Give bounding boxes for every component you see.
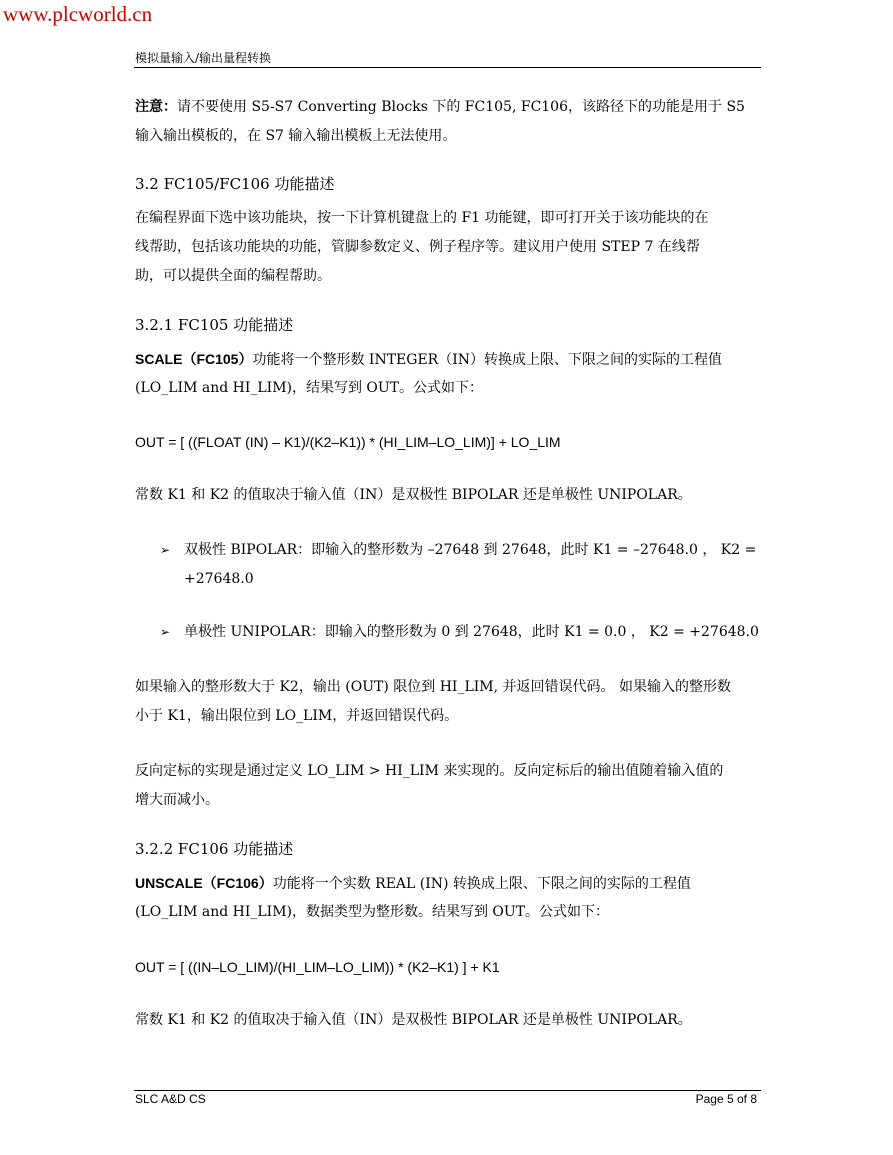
- overflow-text-line-2: 小于 K1，输出限位到 LO_LIM，并返回错误代码。: [135, 708, 459, 724]
- fc105-intro-rest: 功能将一个整形数 INTEGER（IN）转换成上限、下限之间的实际的工程值: [252, 352, 722, 368]
- footer-divider: [134, 1090, 761, 1091]
- reverse-scaling-line-1: 反向定标的实现是通过定义 LO_LIM > HI_LIM 来实现的。反向定标后的输出值随着输入值的: [135, 763, 724, 779]
- fc106-intro-rest: 功能将一个实数 REAL (IN) 转换成上限、下限之间的实际的工程值: [272, 876, 691, 892]
- fc106-constants-text: 常数 K1 和 K2 的值取决于输入值（IN）是双极性 BIPOLAR 还是单极性 UNIPOLAR。: [135, 1012, 692, 1028]
- unipolar-bullet: 单极性 UNIPOLAR：即输入的整形数为 0 到 27648，此时 K1 = 0.0 ， K2 = +27648.0: [184, 624, 759, 640]
- fc106-intro-line-1: [135, 874, 691, 893]
- fc105-intro-bold: SCALE（FC105）: [135, 351, 253, 367]
- note-text-1: 请不要使用 S5-S7 Converting Blocks 下的 FC105, FC106，该路径下的功能是用于 S5: [177, 99, 745, 115]
- fc105-constants-text: 常数 K1 和 K2 的值取决于输入值（IN）是双极性 BIPOLAR 还是单极性 UNIPOLAR。: [135, 487, 692, 503]
- note-label: 注意：: [135, 99, 177, 115]
- section-3-2-paragraph-line-2: 线帮助，包括该功能块的功能，管脚参数定义、例子程序等。建议用户使用 STEP 7 在线帮: [135, 239, 700, 255]
- reverse-scaling-line-2: 增大而减小。: [135, 792, 219, 808]
- bipolar-bullet-line-2: +27648.0: [184, 571, 254, 587]
- section-3-2-2-heading: 3.2.2 FC106 功能描述: [135, 840, 294, 858]
- fc105-intro-line-1: [135, 350, 722, 369]
- fc106-intro-line-2: (LO_LIM and HI_LIM)，数据类型为整形数。结果写到 OUT。公式如下：: [135, 904, 610, 920]
- section-3-2-paragraph-line-3: 助，可以提供全面的编程帮助。: [135, 268, 331, 284]
- page-header-title: 模拟量输入/输出量程转换: [135, 51, 272, 65]
- fc106-formula: OUT = [ ((IN–LO_LIM)/(HI_LIM–LO_LIM)) * (K2–K1) ] + K1: [135, 959, 500, 975]
- bullet-arrow-icon: ➢: [160, 543, 171, 557]
- bullet-arrow-icon: ➢: [160, 625, 171, 639]
- fc105-formula: OUT = [ ((FLOAT (IN) – K1)/(K2–K1)) * (HI_LIM–LO_LIM)] + LO_LIM: [135, 434, 561, 450]
- section-3-2-1-heading: 3.2.1 FC105 功能描述: [135, 316, 294, 334]
- overflow-text-line-1: 如果输入的整形数大于 K2，输出 (OUT) 限位到 HI_LIM, 并返回错误代码。 如果输入的整形数: [135, 679, 731, 695]
- section-3-2-heading: 3.2 FC105/FC106 功能描述: [135, 175, 335, 193]
- note-line-1: [135, 98, 745, 116]
- header-divider: [134, 67, 761, 68]
- section-3-2-paragraph-line-1: 在编程界面下选中该功能块，按一下计算机键盘上的 F1 功能键，即可打开关于该功能块的在: [135, 210, 709, 226]
- note-line-2: 输入输出模板的，在 S7 输入输出模板上无法使用。: [135, 128, 457, 144]
- fc106-intro-bold: UNSCALE（FC106）: [135, 875, 273, 891]
- bipolar-bullet-line-1: 双极性 BIPOLAR：即输入的整形数为 –27648 到 27648，此时 K1 = –27648.0 ， K2 =: [184, 542, 757, 558]
- footer-page-number: Page 5 of 8: [695, 1092, 757, 1106]
- fc105-intro-line-2: (LO_LIM and HI_LIM)，结果写到 OUT。公式如下：: [135, 380, 484, 396]
- watermark-text: www.plcworld.cn: [3, 2, 153, 26]
- footer-company: SLC A&D CS: [135, 1092, 206, 1106]
